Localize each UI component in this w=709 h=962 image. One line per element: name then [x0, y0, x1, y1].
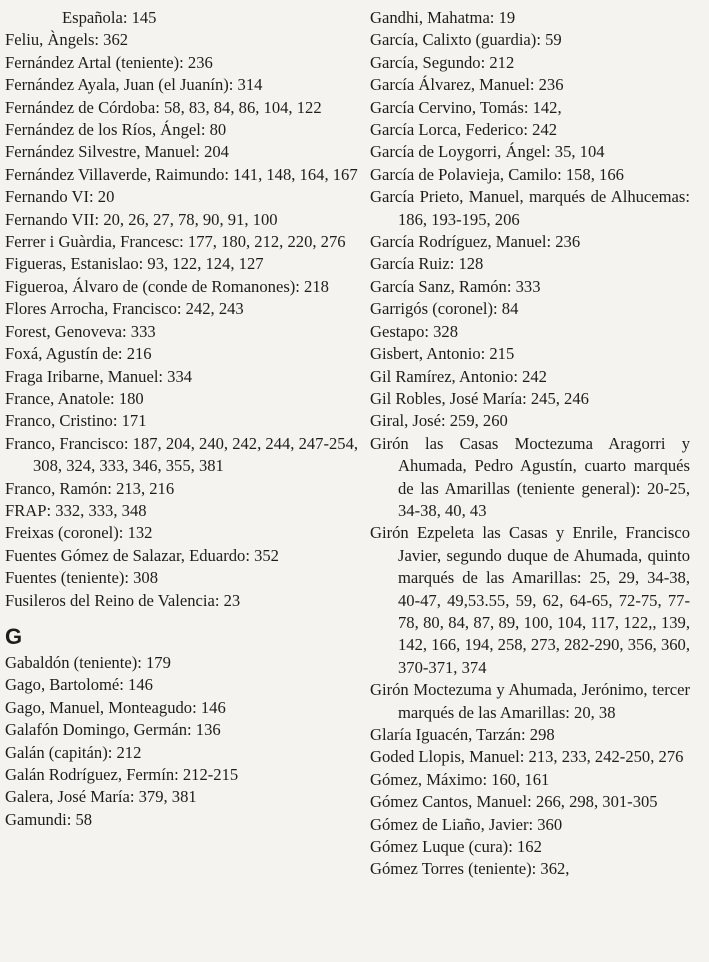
- index-entry: Gómez de Liaño, Javier: 360: [370, 814, 563, 834]
- index-entry: Fuentes (teniente): 308: [5, 568, 158, 588]
- index-entry: García, Calixto (guardia): 59: [370, 30, 562, 50]
- index-entry: Española: 145: [62, 8, 157, 27]
- index-entry: Freixas (coronel): 132: [5, 523, 153, 543]
- index-entry: García Álvarez, Manuel: 236: [370, 75, 564, 95]
- index-entry: Galafón Domingo, Germán: 136: [5, 720, 221, 740]
- index-entry: Giral, José: 259, 260: [370, 411, 508, 431]
- section-heading: G: [5, 623, 23, 649]
- index-entry: García Ruiz: 128: [370, 254, 484, 274]
- index-left-column: [5, 7, 360, 831]
- index-entry: Fernández Villaverde, Raimundo: 141, 148, 164, 167: [5, 164, 358, 184]
- index-entry: Gómez Cantos, Manuel: 266, 298, 301-305: [370, 792, 658, 812]
- index-entry: Franco, Cristino: 171: [5, 411, 147, 431]
- index-entry: Forest, Genoveva: 333: [5, 321, 156, 341]
- index-entry: Glaría Iguacén, Tarzán: 298: [370, 725, 555, 744]
- index-right-column: [370, 7, 690, 881]
- index-entry: Figueroa, Álvaro de (conde de Romanones): 218: [5, 276, 329, 296]
- index-entry: Gandhi, Mahatma: 19: [370, 8, 516, 27]
- index-entry: Gestapo: 328: [370, 321, 459, 341]
- index-entry: García de Polavieja, Camilo: 158, 166: [370, 164, 624, 184]
- index-entry: Feliu, Àngels: 362: [5, 30, 129, 50]
- index-entry: Galera, José María: 379, 381: [5, 787, 197, 807]
- index-entry: Galán Rodríguez, Fermín: 212-215: [5, 765, 239, 784]
- index-entry: Gabaldón (teniente): 179: [5, 652, 171, 672]
- index-entry: Galán (capitán): 212: [5, 742, 142, 762]
- index-entry: Flores Arrocha, Francisco: 242, 243: [5, 299, 244, 319]
- index-entry: Foxá, Agustín de: 216: [5, 344, 152, 364]
- index-entry: Girón las Casas Moctezuma Aragorri y Ahumada, Pedro Agustín, cuarto marqués de las Amarillas (teniente general): 20-25, 34-38, 40, 43: [370, 433, 690, 520]
- index-entry: Fraga Iribarne, Manuel: 334: [5, 366, 193, 386]
- index-entry: Gago, Bartolomé: 146: [5, 675, 153, 695]
- index-entry: García de Loygorri, Ángel: 35, 104: [370, 142, 605, 162]
- index-entry: Franco, Francisco: 187, 204, 240, 242, 244, 247-254, 308, 324, 333, 346, 355, 381: [5, 433, 359, 476]
- index-entry: Gil Robles, José María: 245, 246: [370, 388, 589, 408]
- index-entry: Fernández de Córdoba: 58, 83, 84, 86, 104, 122: [5, 97, 322, 117]
- index-entry: FRAP: 332, 333, 348: [5, 500, 147, 520]
- index-entry: Gamundi: 58: [5, 809, 93, 829]
- index-entry: García Prieto, Manuel, marqués de Alhucemas: 186, 193-195, 206: [370, 187, 690, 229]
- index-entry: Figueras, Estanislao: 93, 122, 124, 127: [5, 254, 264, 274]
- index-entry: Gómez Torres (teniente): 362,: [370, 859, 570, 879]
- index-entry: Fernández Silvestre, Manuel: 204: [5, 142, 229, 162]
- index-entry: García Rodríguez, Manuel: 236: [370, 232, 581, 252]
- index-entry: Ferrer i Guàrdia, Francesc: 177, 180, 212, 220, 276: [5, 232, 346, 252]
- index-entry: Fernando VII: 20, 26, 27, 78, 90, 91, 100: [5, 209, 278, 229]
- index-entry: Fernando VI: 20: [5, 187, 115, 207]
- index-entry: Girón Moctezuma y Ahumada, Jerónimo, tercer marqués de las Amarillas: 20, 38: [370, 680, 690, 722]
- index-entry: García Lorca, Federico: 242: [370, 120, 558, 140]
- index-entry: Goded Llopis, Manuel: 213, 233, 242-250, 276: [370, 747, 684, 767]
- index-entry: Fernández Artal (teniente): 236: [5, 52, 213, 72]
- index-entry: García, Segundo: 212: [370, 52, 515, 72]
- index-entry: Gómez Luque (cura): 162: [370, 837, 542, 857]
- index-entry: Fusileros del Reino de Valencia: 23: [5, 590, 241, 610]
- index-entry: Girón Ezpeleta las Casas y Enrile, Francisco Javier, segundo duque de Ahumada, quinto marqués de las Amarillas: 25, 29, 34-38, 40-47, 49,53.55, 59, 62, 64-65, 72-75, 77-78, 80, 84, 87, 89, 100, 104, 117, 122,, 139, 142, 166, 194, 258, 273, 282-290, 356, 360, 370-371, 374: [370, 523, 690, 677]
- index-entry: Fuentes Gómez de Salazar, Eduardo: 352: [5, 545, 279, 565]
- index-entry: Gil Ramírez, Antonio: 242: [370, 366, 547, 386]
- index-entry: García Sanz, Ramón: 333: [370, 276, 541, 296]
- index-entry: Gago, Manuel, Monteagudo: 146: [5, 697, 226, 717]
- index-entry: Fernández Ayala, Juan (el Juanín): 314: [5, 75, 263, 95]
- index-entry: Fernández de los Ríos, Ángel: 80: [5, 120, 227, 140]
- index-entry: García Cervino, Tomás: 142,: [370, 97, 562, 117]
- index-entry: France, Anatole: 180: [5, 388, 144, 408]
- index-entry: Garrigós (coronel): 84: [370, 299, 519, 319]
- index-entry: Franco, Ramón: 213, 216: [5, 478, 175, 498]
- index-entry: Gómez, Máximo: 160, 161: [370, 769, 550, 789]
- index-entry: Gisbert, Antonio: 215: [370, 344, 515, 364]
